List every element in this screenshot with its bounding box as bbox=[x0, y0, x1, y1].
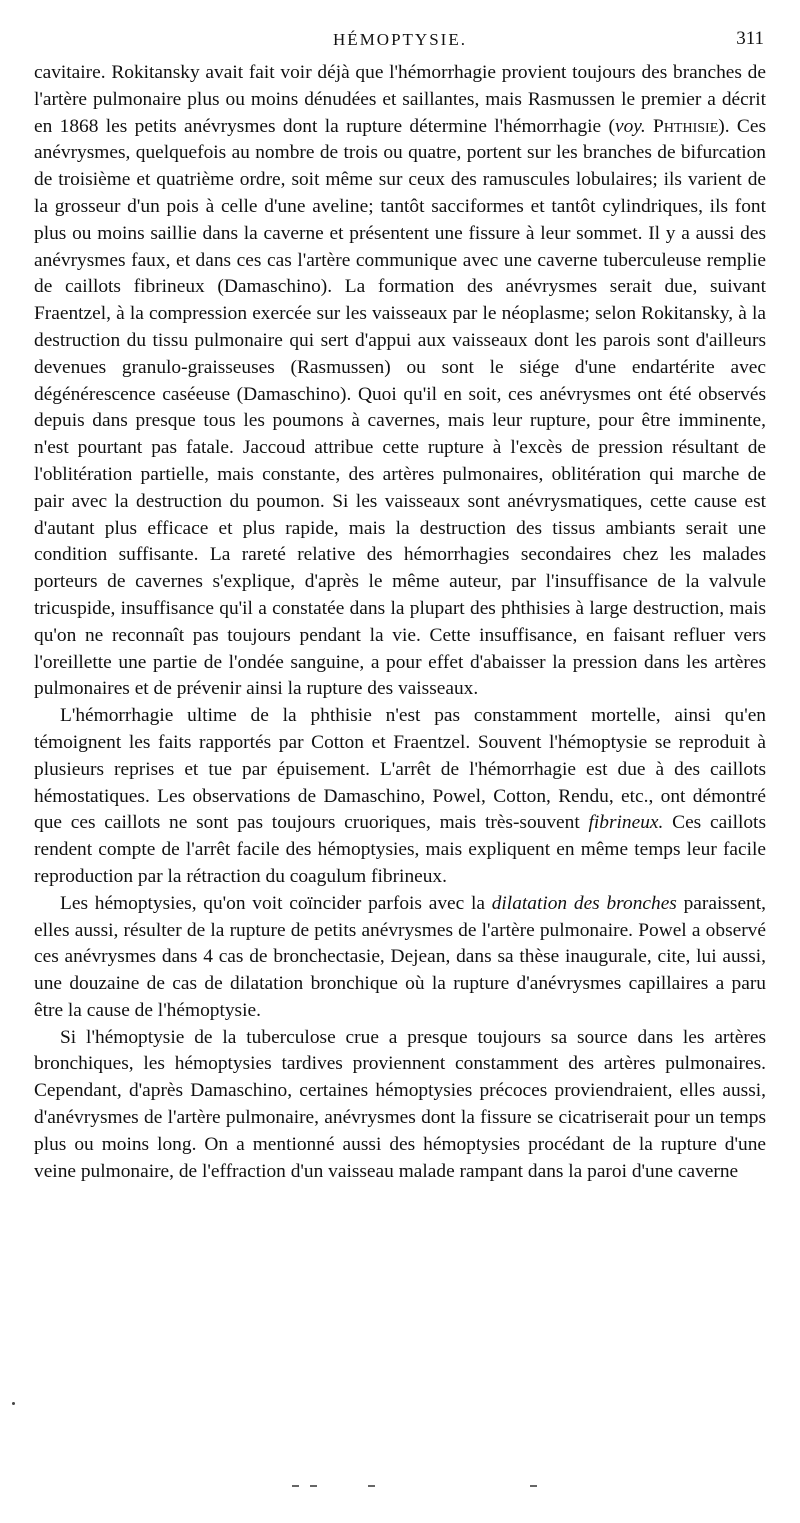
page-header bbox=[34, 22, 766, 60]
footer-mark bbox=[292, 1485, 299, 1487]
text-run bbox=[646, 116, 653, 137]
text-run: Si l'hémoptysie de la tuberculose crue a presque toujours sa source dans les artères bronchiques, les hémoptysies tardives proviennent constamment des artères pulmonaires. Cependant, d'après Damaschino, certaines hémoptysies précoces proviendraient, elles aussi, d'anévrysmes de l'artère pulmonaire, anévrysmes dont la fissure se cicatriserait pour un temps plus ou moins long. On a mentionné aussi des hémoptysies procédant de la rupture d'une veine pulmonaire, de l'effraction d'un vaisseau malade rampant dans la paroi d'une caverne bbox=[34, 1026, 766, 1182]
text-run-italic: voy. bbox=[614, 115, 646, 137]
text-run: ). Ces anévrysmes, quelquefois au nombre de trois ou quatre, portent sur les branches de bifurcation de troisième et quatrième ordre, soit même sur ceux des ramuscules lobulaires; ils varient de la grosseur d'un pois à celle d'une aveline; tantôt sacciformes et tantôt cylindriques, ils font plus ou moins saillie dans la caverne et présentent une fissure à leur sommet. Il y a aussi des anévrysmes faux, et dans ces cas l'artère communique avec une caverne tuberculeuse remplie de caillots fibrineux (Damaschino). La formation des anévrysmes serait due, suivant Fraentzel, à la compression exercée sur les vaisseaux par le néoplasme; selon Rokitansky, à la destruction du tissu pulmonaire qui sert d'appui aux vaisseaux dont les parois sont d'ailleurs devenues granulo-graisseuses (Rasmussen) ou sont le siége d'une endartérite avec dégénérescence caséeuse (Damaschino). Quoi qu'il en soit, ces anévrysmes ont été observés depuis dans presque tous les poumons à cavernes, mais leur rupture, pour être imminente, n'est pourtant pas fatale. Jaccoud attribue cette rupture à l'excès de pression résultant de l'oblitération partielle, mais constante, des artères pulmonaires, oblitération qui marche de pair avec la destruction du poumon. Si les vaisseaux sont anévrysmatiques, cette cause est d'autant plus efficace et plus rapide, mais la destruction des tissus ambiants serait une condition suffisante. La rareté relative des hémorrhagies secondaires chez les malades porteurs de cavernes s'explique, d'après le même auteur, par l'insuffisance de la valvule tricuspide, insuffisance qu'il a constatée dans la plupart des phthisies à large destruction, mais qu'on ne reconnaît pas toujours pendant la vie. Cette insuffisance, en faisant refluer vers l'oreillette une partie de l'ondée sanguine, a pour effet d'abaisser la pression dans les artères pulmonaires et de prévenir ainsi la rupture des vaisseaux. bbox=[34, 115, 766, 700]
running-title: HÉMOPTYSIE. bbox=[333, 30, 467, 49]
text-run-italic: fibrineux. bbox=[588, 812, 664, 834]
text-run: Les hémoptysies, qu'on voit coïncider parfois avec la bbox=[60, 892, 492, 914]
paragraph-1 bbox=[34, 60, 766, 703]
page-number: 311 bbox=[736, 28, 764, 49]
paragraph-4 bbox=[34, 1025, 766, 1186]
footer-mark bbox=[310, 1485, 317, 1487]
text-run-smallcaps: Phthisie bbox=[653, 115, 719, 137]
text-run-italic: dilatation des bronches bbox=[491, 892, 677, 914]
text-run: paraissent, elles aussi, résulter de la rupture de petits anévrysmes de l'artère pulmonaire. Powel a observé ces anévrysmes dans 4 cas de bronchectasie, Dejean, dans sa thèse inaugurale, cite, lui aussi, une douzaine de cas de dilatation bronchique où la rupture d'anévrysmes capillaires a paru être la cause de l'hémoptysie. bbox=[34, 892, 766, 1021]
text-run: Ces caillots rendent compte de l'arrêt facile des hémoptysies, mais expliquent en même temps leur facile reproduction par la rétraction du coagulum fibrineux. bbox=[34, 812, 766, 887]
paragraph-2 bbox=[34, 703, 766, 891]
book-page bbox=[34, 22, 766, 1185]
body-text bbox=[34, 60, 766, 1185]
paragraph-3 bbox=[34, 891, 766, 1025]
footer-mark bbox=[368, 1485, 375, 1487]
text-run: cavitaire. Rokitansky avait fait voir déjà que l'hémorrhagie provient toujours des branches de l'artère pulmonaire plus ou moins dénudées et saillantes, mais Rasmussen le premier a décrit en 1868 les petits anévrysmes dont la rupture détermine l'hémorrhagie ( bbox=[34, 62, 766, 137]
footer-marks bbox=[0, 1485, 800, 1505]
text-run: L'hémorrhagie ultime de la phthisie n'est pas constamment mortelle, ainsi qu'en témoignent les faits rapportés par Cotton et Fraentzel. Souvent l'hémoptysie se reproduit à plusieurs reprises et tue par épuisement. L'arrêt de l'hémorrhagie est due à des caillots hémostatiques. Les observations de Damaschino, Powel, Cotton, Rendu, etc., ont démontré que ces caillots ne sont pas toujours cruoriques, mais très-souvent bbox=[34, 705, 766, 834]
margin-dot bbox=[12, 1402, 15, 1405]
footer-mark bbox=[530, 1485, 537, 1487]
